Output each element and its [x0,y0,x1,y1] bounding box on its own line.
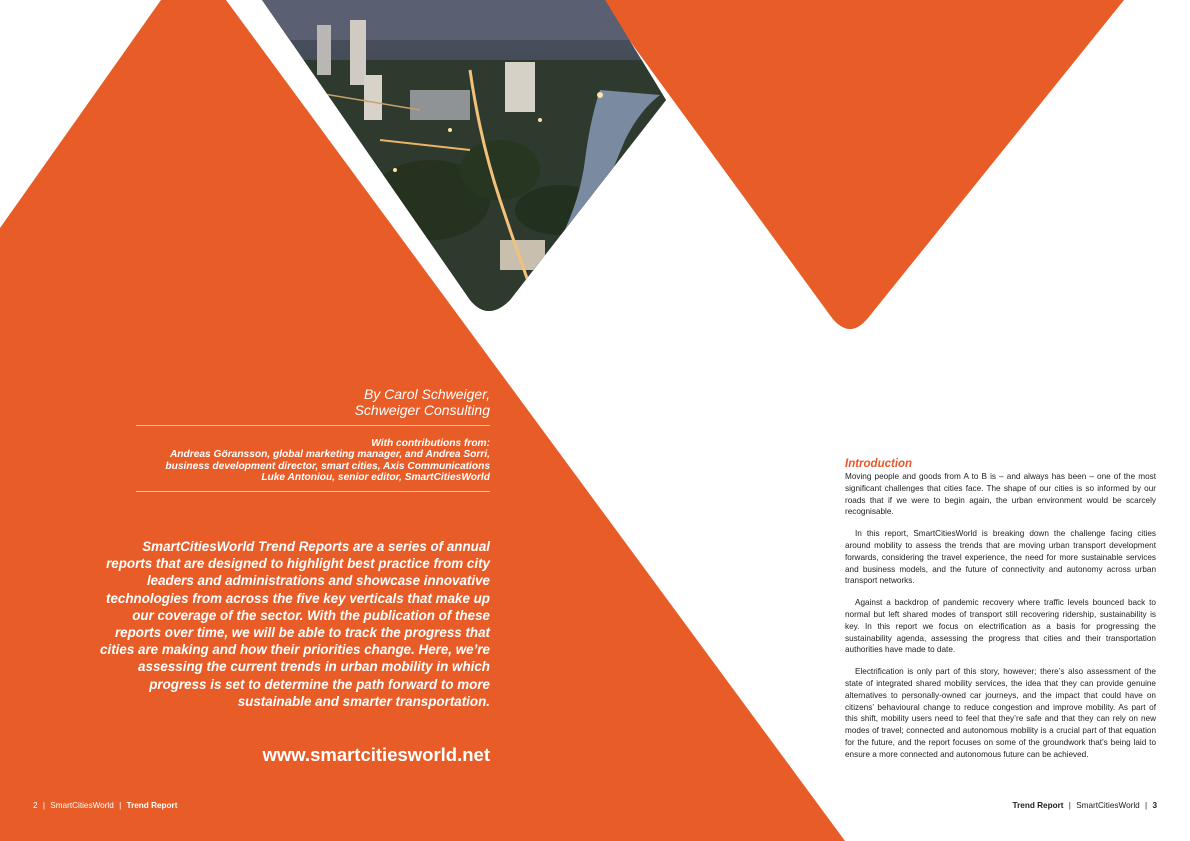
contributor-line: Luke Antoniou, senior editor, SmartCitiesWorld [261,472,490,484]
footer-label-left: Trend Report [126,801,178,810]
right-orange-triangle [600,0,1124,329]
about-trend-reports: SmartCitiesWorld Trend Reports are a series of annual reports that are designed to highlight best practice from city leaders and administrations and showcase innovative technologies from across the five key verticals that make up our coverage of the sector. With the publication of these reports over time, we will be able to track the progress that cities are making and how their priorities change. Here, we’re assessing the current trends in urban mobility in which progress is set to determine the path forward to more sustainable and smarter transportation. [100,539,490,709]
author-byline [355,386,490,418]
footer-brand-left: SmartCitiesWorld [50,801,114,810]
divider-top [136,425,490,426]
article-heading: Introduction [845,458,913,470]
contributions-block [110,438,490,484]
introduction-article [845,458,1156,771]
page-number-right: 3 [1152,801,1157,810]
footer-right: Trend Report | SmartCitiesWorld | 3 [1012,801,1157,810]
author-company: Schweiger Consulting [354,402,490,418]
footer-label-right: Trend Report [1012,801,1064,810]
contributor-line: business development director, smart cities, Axis Communications [165,460,490,472]
contributions-heading: With contributions from: [371,438,490,449]
website-link[interactable]: www.smartcitiesworld.net [262,744,490,765]
article-paragraph: Moving people and goods from A to B is – and always has been – one of the most significant challenges that cities face. The shape of our cities is so informed by our roads that if we were to begin again, the urban environment would be scarcely recognisable. [845,472,1156,517]
page-number-left: 2 [33,801,38,810]
footer-left: 2 | SmartCitiesWorld | Trend Report [33,801,178,810]
article-paragraph: In this report, SmartCitiesWorld is breaking down the challenge facing cities around mobility to assess the trends that are moving urban transport development forwards, considering the travel experience, the need for more sustainable services and business models, and the future of connectivity and autonomy across urban transport networks. [845,529,1156,586]
divider-bottom [136,491,490,492]
author-name: By Carol Schweiger, [363,386,490,402]
contributor-line: Andreas Göransson, global marketing manager, and Andrea Sorri, [169,449,490,461]
article-paragraph: Electrification is only part of this story, however; there’s also assessment of the state of integrated shared mobility services, the idea that they can provide genuine alternatives to personally-owned car journeys, and the impact that could have on citizens’ behavioural change to reduce congestion and improve mobility. As part of this shift, mobility users need to feel that they’re safe and that they can rely on new modes of travel; connected and autonomous mobility is a crucial part of that equation for the future, and the report focuses on some of the groundwork that’s being laid to ensure a more connected and autonomous future can be achieved. [845,667,1156,759]
article-paragraph: Against a backdrop of pandemic recovery where traffic levels bounced back to normal but left shared modes of transport still recovering ridership, sustainability is key. In this report we focus on electrification as a basis for progressing the sustainability agenda, assessing the progress that cities and their transportation authorities have made to date. [845,598,1156,655]
footer-brand-right: SmartCitiesWorld [1076,801,1140,810]
